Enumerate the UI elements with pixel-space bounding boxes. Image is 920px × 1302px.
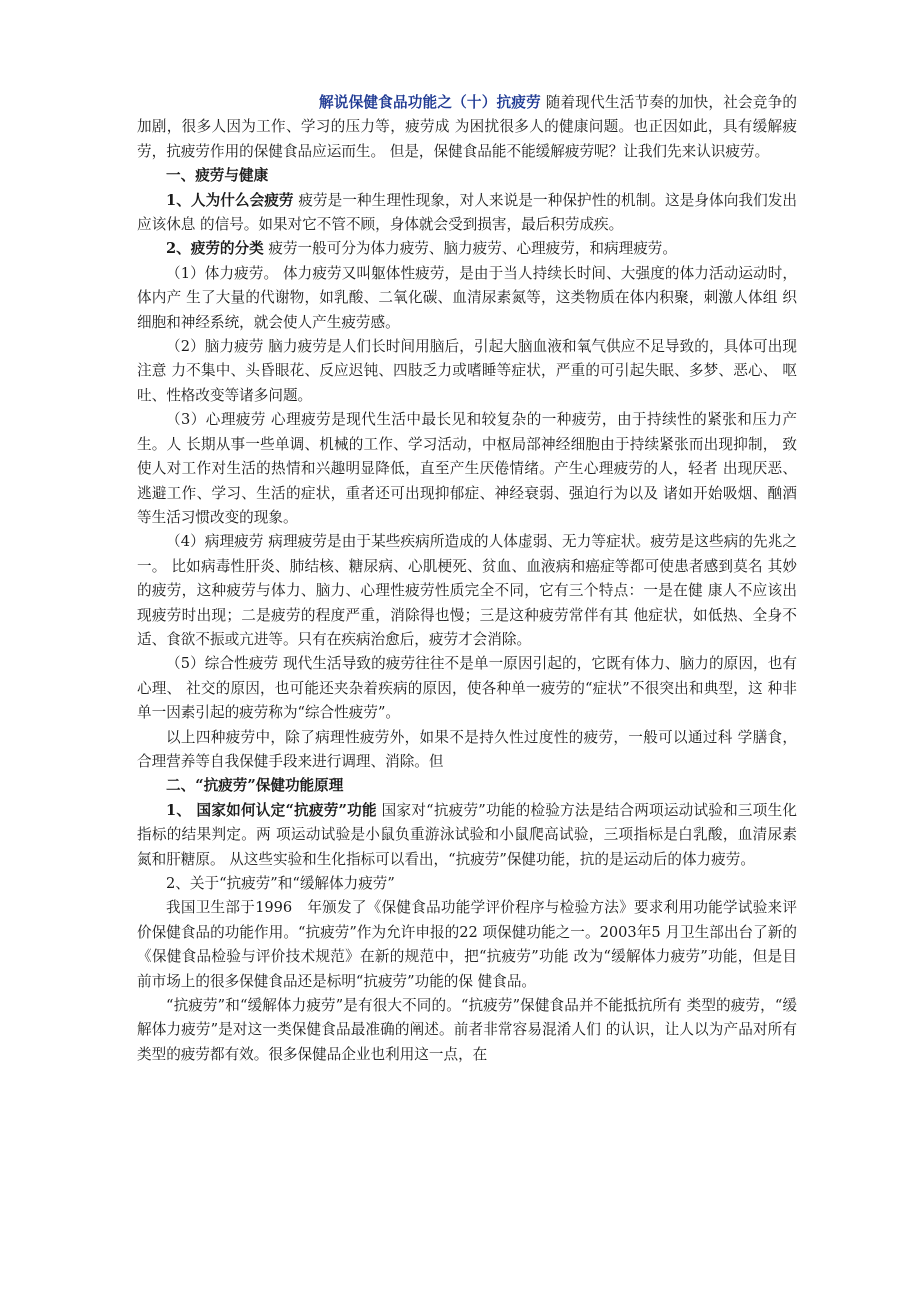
summary-paragraph: 以上四种疲劳中，除了病理性疲劳外，如果不是持久性过度性的疲劳，一般可以通过科 学膳食，合理营养等自我保健手段来进行调理、消除。但 [137, 728, 797, 770]
subsection-2-1 [137, 799, 797, 872]
fatigue-type-mental: （2）脑力疲劳 脑力疲劳是人们长时间用脑后，引起大脑血液和氧气供应不足导致的，具体可出现注意 力不集中、头昏眼花、反应迟钝、四肢乏力或嗜睡等症状，严重的可引起失眠、多梦、恶心、 呕吐、性格改变等诸多问题。 [137, 338, 797, 404]
subsection-1-2-body: 疲劳一般可分为体力疲劳、脑力疲劳、心理疲劳，和病理疲劳。 [268, 240, 677, 258]
fatigue-type-comprehensive: （5）综合性疲劳 现代生活导致的疲劳往往不是单一原因引起的，它既有体力、脑力的原因，也有心理、 社交的原因，也可能还夹杂着疾病的原因，使各种单一疲劳的“症状”不很突出和典型，这 种非单一因素引起的疲劳称为“综合性疲劳”。 [137, 655, 797, 722]
intro-text: 随着现代生活节奏的加快，社会竞争的加剧，很多人因为工作、学习的压力等，疲劳成 为困扰很多人的健康问题。也正因如此，具有缓解疲劳，抗疲劳作用的保健食品应运而生。 但是，保健食品能不能缓解疲劳呢？让我们先来认识疲劳。 [137, 94, 797, 160]
fatigue-type-psychological: （3）心理疲劳 心理疲劳是现代生活中最长见和较复杂的一种疲劳，由于持续性的紧张和压力产生。人 长期从事一些单调、机械的工作、学习活动，中枢局部神经细胞由于持续紧张而出现抑制， 致使人对工作对生活的热情和兴趣明显降低，直至产生厌倦情绪。产生心理疲劳的人，轻者 出现厌恶、逃避工作、学习、生活的症状，重者还可出现抑郁症、神经衰弱、强迫行为以及 诸如开始吸烟、酗酒等生活习惯改变的现象。 [137, 411, 797, 526]
fatigue-type-physical: （1）体力疲劳。 体力疲劳又叫躯体性疲劳，是由于当人持续长时间、大强度的体力活动运动时，体内产 生了大量的代谢物，如乳酸、二氧化碳、血清尿素氮等，这类物质在体内积聚，刺激人体组 织细胞和神经系统，就会使人产生疲劳感。 [137, 264, 797, 331]
document-page [137, 91, 797, 1067]
subsection-1-1-body: 疲劳是一种生理性现象，对人来说是一种保护性的机制。这是身体向我们发出应该休息 的信号。如果对它不管不顾，身体就会受到损害，最后积劳成疾。 [137, 191, 797, 234]
subsection-2-1-heading: 1、 国家如何认定“抗疲劳”功能 [166, 801, 377, 819]
regulation-paragraph: 我国卫生部于1996 年颁发了《保健食品功能学评价程序与检验方法》要求利用功能学试验来评价保健食品的功能作用。“抗疲劳”作为允许申报的22 项保健功能之一。2003年5 月卫生部出台了新的《保健食品检验与评价技术规范》在新的规范中，把“抗疲劳”功能 改为“缓解体力疲劳”功能，但是目前市场上的很多保健食品还是标明“抗疲劳”功能的保 健食品。 [137, 899, 797, 990]
document-title: 解说保健食品功能之（十）抗疲劳 [319, 94, 541, 111]
difference-paragraph: “抗疲劳”和“缓解体力疲劳”是有很大不同的。“抗疲劳”保健食品并不能抵抗所有 类型的疲劳，“缓解体力疲劳”是对这一类保健食品最准确的阐述。前者非常容易混淆人们 的认识，让人以为产品对所有类型的疲劳都有效。很多保健品企业也利用这一点，在 [137, 997, 797, 1063]
subsection-1-1-heading: 1、人为什么会疲劳 [166, 191, 294, 209]
section-1-heading: 一、疲劳与健康 [166, 167, 269, 185]
subsection-1-2 [137, 237, 797, 261]
subsection-1-2-heading: 2、疲劳的分类 [166, 240, 264, 258]
section-2-heading: 二、“抗疲劳”保健功能原理 [166, 777, 344, 795]
fatigue-type-pathological: （4）病理疲劳 病理疲劳是由于某些疾病所造成的人体虚弱、无力等症状。疲劳是这些病的先兆之一。 比如病毒性肝炎、肺结核、糖尿病、心肌梗死、贫血、血液病和癌症等都可使患者感到莫名 其妙的疲劳，这种疲劳与体力、脑力、心理性疲劳性质完全不同，它有三个特点：一是在健 康人不应该出现疲劳时出现；二是疲劳的程度严重，消除得也慢；三是这种疲劳常伴有其 他症状，如低热、全身不适、食欲不振或亢进等。只有在疾病治愈后，疲劳才会消除。 [137, 533, 797, 648]
intro-paragraph [137, 91, 797, 164]
subsection-1-1 [137, 189, 797, 238]
subsection-2-2-heading: 2、关于“抗疲劳”和“缓解体力疲劳” [166, 875, 395, 892]
subsection-2-1-body: 国家对“抗疲劳”功能的检验方法是结合两项运动试验和三项生化指标的结果判定。两 项运动试验是小鼠负重游泳试验和小鼠爬高试验，三项指标是白乳酸，血清尿素氮和肝糖原。 从这些实验和生化指标可以看出，“抗疲劳”保健功能，抗的是运动后的体力疲劳。 [137, 801, 797, 868]
